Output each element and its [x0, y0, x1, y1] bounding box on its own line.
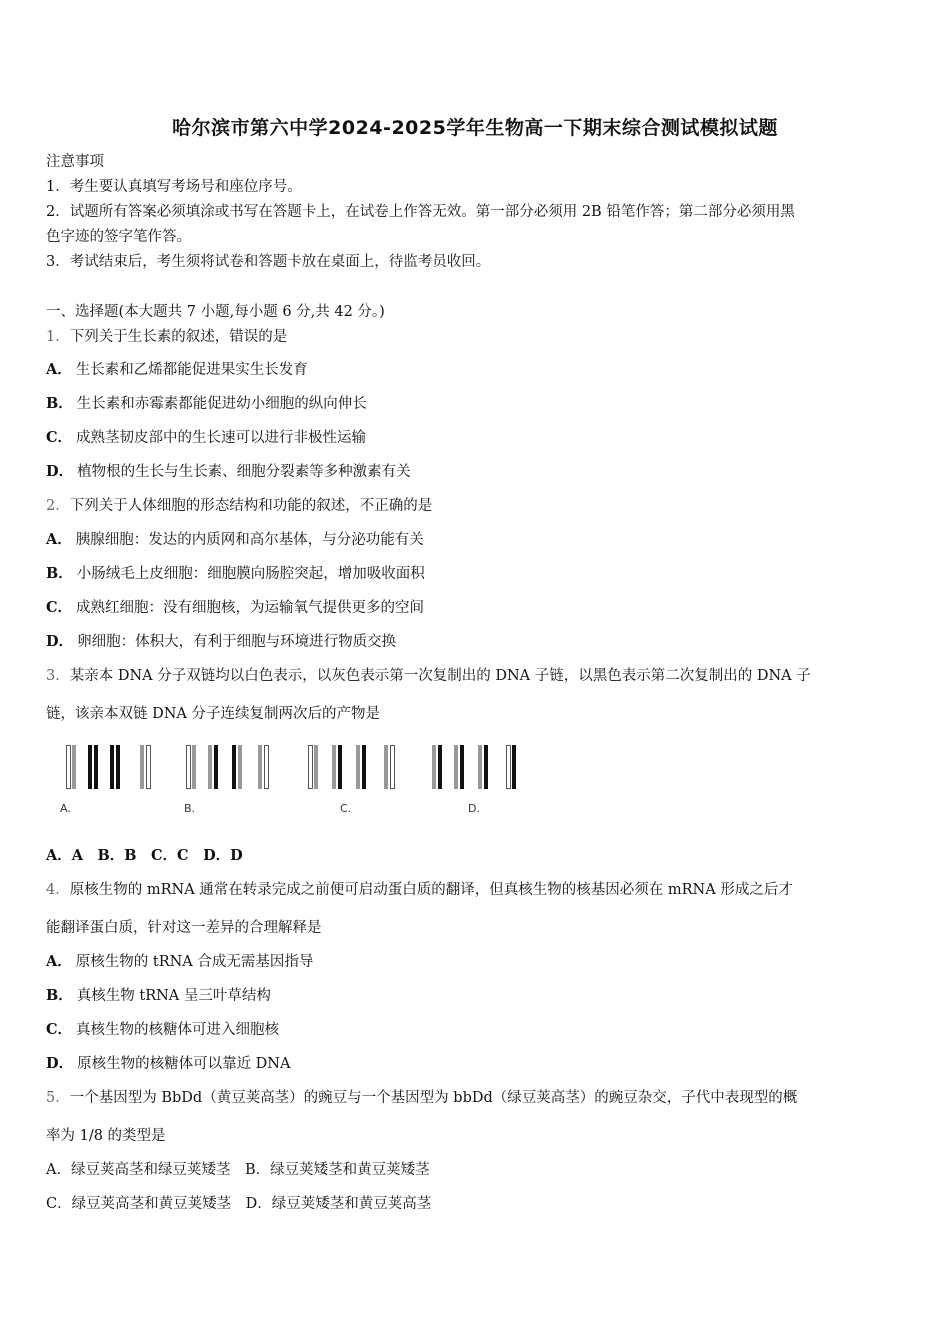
question-4-stem — [46, 880, 908, 900]
figure-label: D. — [468, 802, 480, 815]
strand-black — [460, 745, 464, 789]
option-text: 生长素和乙烯都能促进果实生长发育 — [75, 362, 308, 378]
option-letter: C． — [46, 429, 73, 446]
strand-black — [362, 745, 366, 789]
strand-gray — [432, 745, 436, 789]
question-number: 3． — [46, 668, 70, 684]
notice-heading: 注意事项 — [46, 154, 104, 170]
question-5-options-row-2: C．绿豆荚高茎和黄豆荚矮茎 D．绿豆荚矮茎和黄豆荚高茎 — [46, 1196, 432, 1212]
strand-white — [66, 745, 71, 789]
option-text: 植物根的生长与生长素、细胞分裂素等多种激素有关 — [77, 464, 411, 480]
option-letter: B． — [46, 987, 73, 1004]
option-text: 真核生物的核糖体可进入细胞核 — [76, 1022, 280, 1038]
strand-black — [512, 745, 516, 789]
question-2-option-c — [46, 598, 908, 618]
question-3-stem-cont: 链，该亲本双链 DNA 分子连续复制两次后的产物是 — [46, 706, 381, 722]
option-text: 成熟茎韧皮部中的生长速可以进行非极性运输 — [76, 430, 367, 446]
option-text: 成熟红细胞：没有细胞核，为运输氧气提供更多的空间 — [76, 600, 425, 616]
question-5-stem — [46, 1088, 908, 1108]
question-number: 5． — [46, 1090, 70, 1106]
strand-white — [390, 745, 395, 789]
dna-replication-figure — [60, 740, 530, 820]
strand-black — [94, 745, 98, 789]
strand-gray — [72, 745, 76, 789]
question-3-options: A．A B．B C．C D．D — [46, 847, 243, 864]
strand-gray — [356, 745, 360, 789]
question-2-stem — [46, 496, 908, 516]
strand-gray — [140, 745, 144, 789]
option-letter: D． — [46, 1055, 74, 1072]
strand-black — [484, 745, 488, 789]
option-text: 原核生物的 tRNA 合成无需基因指导 — [75, 954, 314, 970]
strand-gray — [478, 745, 482, 789]
figure-label: C. — [340, 802, 352, 815]
option-text: 原核生物的核糖体可以靠近 DNA — [77, 1056, 291, 1072]
question-2-option-d — [46, 632, 908, 652]
strand-gray — [238, 745, 242, 789]
notice-item: 3．考试结束后，考生须将试卷和答题卡放在桌面上，待监考员收回。 — [46, 254, 491, 270]
question-text: 下列关于人体细胞的形态结构和功能的叙述，不正确的是 — [69, 498, 433, 514]
option-letter: D． — [46, 633, 74, 650]
page-title: 哈尔滨市第六中学2024-2025学年生物高一下期末综合测试模拟试题 — [172, 117, 778, 139]
strand-black — [88, 745, 92, 789]
question-1-option-a — [46, 360, 908, 380]
option-text: 生长素和赤霉素都能促进幼小细胞的纵向伸长 — [76, 396, 367, 412]
question-5-options-row-1: A．绿豆荚高茎和绿豆荚矮茎 B．绿豆荚矮茎和黄豆荚矮茎 — [46, 1162, 430, 1178]
figure-label: A. — [60, 802, 71, 815]
question-3-stem — [46, 666, 908, 686]
strand-gray — [454, 745, 458, 789]
question-4-option-c — [46, 1020, 908, 1040]
option-letter: B． — [46, 395, 73, 412]
option-letter: C． — [46, 599, 73, 616]
notice-item: 2．试题所有答案必须填涂或书写在答题卡上，在试卷上作答无效。第一部分必须用 2B 铅笔作答；第二部分必须用黑 — [46, 204, 795, 220]
strand-white — [146, 745, 151, 789]
question-text: 一个基因型为 BbDd（黄豆荚高茎）的豌豆与一个基因型为 bbDd（绿豆荚高茎）的豌豆杂交，子代中表现型的概 — [69, 1090, 798, 1106]
question-2-option-b — [46, 564, 908, 584]
question-2-option-a — [46, 530, 908, 550]
strand-gray — [384, 745, 388, 789]
question-1-option-d — [46, 462, 908, 482]
strand-white — [308, 745, 313, 789]
option-letter: A． — [46, 531, 72, 548]
question-1-stem — [46, 327, 908, 347]
option-text: 胰腺细胞：发达的内质网和高尔基体，与分泌功能有关 — [75, 532, 424, 548]
strand-black — [110, 745, 114, 789]
question-text: 原核生物的 mRNA 通常在转录完成之前便可启动蛋白质的翻译，但真核生物的核基因必须在 mRNA 形成之后才 — [69, 882, 793, 898]
strand-white — [506, 745, 511, 789]
strand-black — [338, 745, 342, 789]
option-text: 真核生物 tRNA 呈三叶草结构 — [76, 988, 271, 1004]
question-text: 下列关于生长素的叙述，错误的是 — [69, 329, 288, 345]
question-1-option-b — [46, 394, 908, 414]
strand-gray — [192, 745, 196, 789]
question-number: 4． — [46, 882, 70, 898]
strand-black — [116, 745, 120, 789]
option-letter: A． — [46, 953, 72, 970]
question-number: 1． — [46, 329, 70, 345]
strand-gray — [258, 745, 262, 789]
option-text: 小肠绒毛上皮细胞：细胞膜向肠腔突起，增加吸收面积 — [76, 566, 425, 582]
option-letter: D． — [46, 463, 74, 480]
option-text: 卵细胞：体积大，有利于细胞与环境进行物质交换 — [77, 634, 397, 650]
section-heading: 一、选择题(本大题共 7 小题,每小题 6 分,共 42 分。) — [46, 304, 385, 320]
notice-item: 1．考生要认真填写考场号和座位序号。 — [46, 179, 302, 195]
strand-gray — [332, 745, 336, 789]
question-number: 2． — [46, 498, 70, 514]
figure-label: B. — [184, 802, 196, 815]
option-letter: C． — [46, 1021, 73, 1038]
question-1-option-c — [46, 428, 908, 448]
strand-gray — [208, 745, 212, 789]
notice-item: 色字迹的签字笔作答。 — [46, 229, 191, 245]
strand-white — [186, 745, 191, 789]
option-letter: A． — [46, 361, 72, 378]
question-5-stem-cont: 率为 1/8 的类型是 — [46, 1128, 166, 1144]
strand-black — [214, 745, 218, 789]
option-letter: B． — [46, 565, 73, 582]
strand-black — [232, 745, 236, 789]
question-4-option-b — [46, 986, 908, 1006]
strand-black — [438, 745, 442, 789]
question-4-stem-cont: 能翻译蛋白质，针对这一差异的合理解释是 — [46, 920, 322, 936]
strand-white — [264, 745, 269, 789]
question-4-option-d — [46, 1054, 908, 1074]
question-4-option-a — [46, 952, 908, 972]
strand-gray — [314, 745, 318, 789]
question-text: 某亲本 DNA 分子双链均以白色表示，以灰色表示第一次复制出的 DNA 子链，以黑色表示第二次复制出的 DNA 子 — [69, 668, 811, 684]
